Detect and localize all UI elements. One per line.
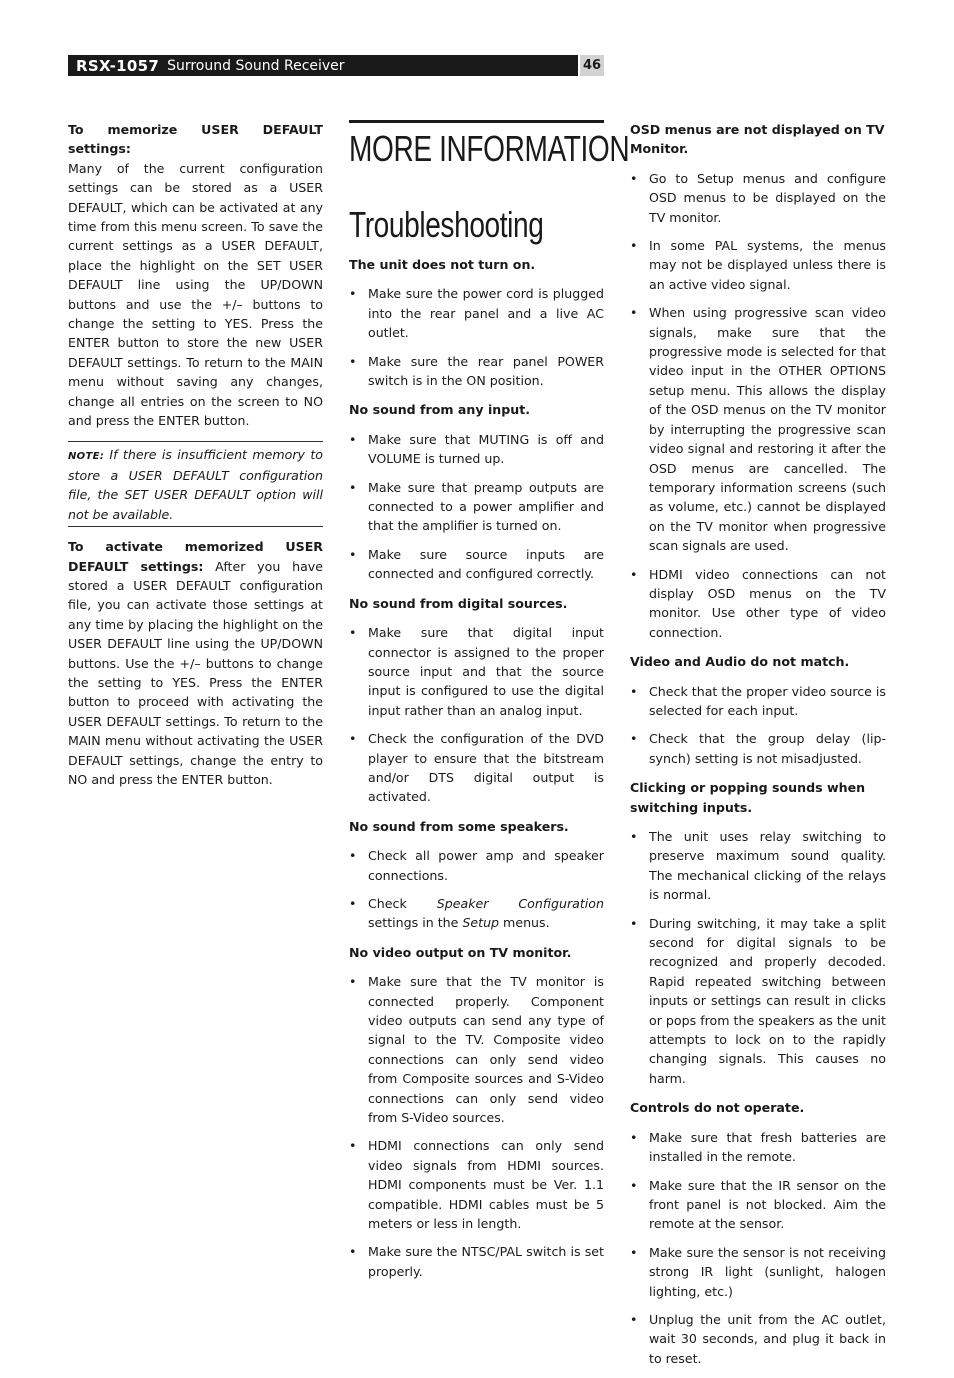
topic-title: OSD menus are not displayed on TV Monitor. <box>630 122 885 157</box>
topic-title: No video output on TV monitor. <box>349 944 572 960</box>
topic-list <box>630 682 886 769</box>
column-right <box>630 120 886 1378</box>
topic-list <box>349 972 604 1281</box>
list-item: • Make sure that digital input connector is assigned to the proper source input and that the source input is configured to use the digital input rather than an analog input. <box>349 623 604 720</box>
speaker-item-mid: settings in the <box>368 915 463 931</box>
speaker-item-pre: Check <box>368 895 437 911</box>
list-item: • Make sure the power cord is plugged into the rear panel and a live AC outlet. <box>349 284 604 342</box>
list-item: • Make sure the sensor is not receiving strong IR light (sunlight, halogen lighting, etc.) <box>630 1243 886 1301</box>
memorize-paragraph <box>68 120 323 431</box>
model-name: RSX-1057 <box>76 56 160 75</box>
topic-title: No sound from some speakers. <box>349 818 569 834</box>
list-item: • HDMI connections can only send video signals from HDMI sources. HDMI components must be Ver. 1.1 compatible. HDMI cables must be 5 meters or less in length. <box>349 1136 604 1233</box>
topic-list <box>630 1128 886 1368</box>
list-item: • Check the configuration of the DVD player to ensure that the bitstream and/or DTS digital output is activated. <box>349 729 604 807</box>
speaker-item-post: menus. <box>499 915 550 931</box>
topic-list <box>630 169 886 642</box>
troubleshooting-heading: Troubleshooting <box>349 204 544 245</box>
list-item: • Check all power amp and speaker connections. <box>349 846 604 885</box>
setup-term: Setup <box>462 915 500 931</box>
list-item: • During switching, it may take a split second for digital signals to be recognized and properly decoded. Rapid repeated switching between inputs or settings can result in clicks or pops from the speakers as the unit attempts to lock on to the rapidly changing signals. This causes no harm. <box>630 914 886 1089</box>
list-item: • Check that the proper video source is selected for each input. <box>630 682 886 721</box>
activate-text: After you have stored a USER DEFAULT configuration file, you can activate those settings at any time by placing the highlight on the USER DEFAULT line using the UP/DOWN buttons. Use the +/– buttons to change the setting to YES. Press the ENTER button to proceed with activating the USER DEFAULT settings. To return to the MAIN menu without activating the USER DEFAULT settings, change the entry to NO and press the ENTER button. <box>68 558 323 787</box>
list-item: • Make sure the rear panel POWER switch is in the ON position. <box>349 352 604 391</box>
topic-title: The unit does not turn on. <box>349 257 536 272</box>
list-item: • When using progressive scan video signals, make sure that the progressive mode is selected for that video input in the OTHER OPTIONS setup menu. This allows the display of the OSD menus on the TV monitor by interrupting the progressive scan video signal and restoring it after the OSD menus are cancelled. The temporary information screens (such as volume, etc.) cannot be displayed on the TV monitor when progressive scan signals are used. <box>630 303 886 555</box>
header-bar <box>68 55 578 76</box>
note-text: If there is insufficient memory to store a USER DEFAULT configuration file, the SET USER DEFAULT option will not be available. <box>68 446 323 522</box>
list-item: • Make sure that the IR sensor on the front panel is not blocked. Aim the remote at the sensor. <box>630 1176 886 1234</box>
activate-paragraph <box>68 537 323 789</box>
note-block <box>68 441 323 528</box>
page-number: 46 <box>580 55 604 76</box>
list-item: • Make sure that MUTING is off and VOLUME is turned up. <box>349 430 604 469</box>
list-item: • Make sure source inputs are connected and configured correctly. <box>349 545 604 584</box>
list-item: • In some PAL systems, the menus may not be displayed unless there is an active video signal. <box>630 236 886 294</box>
note-label: NOTE: <box>68 450 105 462</box>
topic-list <box>349 284 604 390</box>
more-information-heading: MORE INFORMATION <box>349 128 630 169</box>
memorize-title: To memorize USER DEFAULT settings: <box>68 122 323 157</box>
product-subtitle: Surround Sound Receiver <box>167 57 345 74</box>
list-item: • Make sure the NTSC/PAL switch is set properly. <box>349 1242 604 1281</box>
list-item: • Go to Setup menus and configure OSD menus to be displayed on the TV monitor. <box>630 169 886 227</box>
list-item: • Make sure that the TV monitor is connected properly. Component video outputs can send any type of signal to the TV. Composite video connections can only send video from Composite sources and S-Video connections can only send video from S-Video sources. <box>349 972 604 1127</box>
list-item: • The unit uses relay switching to preserve maximum sound quality. The mechanical clicking of the relays is normal. <box>630 827 886 905</box>
topic-list <box>630 827 886 1088</box>
topic-list <box>349 623 604 807</box>
list-item: • Check that the group delay (lip-synch) setting is not misadjusted. <box>630 729 886 768</box>
column-left <box>68 120 323 799</box>
list-item: • Make sure that fresh batteries are installed in the remote. <box>630 1128 886 1167</box>
topic-list <box>349 430 604 584</box>
topic-title: No sound from digital sources. <box>349 595 568 611</box>
column-middle <box>349 120 630 1291</box>
topic-title: Clicking or popping sounds when switching inputs. <box>630 780 866 815</box>
list-item: • HDMI video connections can not display OSD menus on the TV monitor. Use other type of video connection. <box>630 565 886 643</box>
memorize-text: Many of the current configuration settings can be stored as a USER DEFAULT, which can be activated at any time from this menu screen. To save the current settings as a USER DEFAULT, place the highlight on the SET USER DEFAULT line using the UP/DOWN buttons and use the +/– buttons to change the setting to YES. Press the ENTER button to store the new USER DEFAULT settings. To return to the MAIN menu without saving any changes, change all entries on the screen to NO and press the ENTER button. <box>68 160 323 429</box>
topic-list <box>349 846 604 933</box>
speaker-config-term: Speaker Configuration <box>436 895 604 911</box>
list-item: • Make sure that preamp outputs are connected to a power amplifier and that the amplifier is turned on. <box>349 478 604 536</box>
section-rule <box>349 120 604 123</box>
list-item: • Unplug the unit from the AC outlet, wait 30 seconds, and plug it back in to reset. <box>630 1310 886 1368</box>
activate-title: To activate memorized USER DEFAULT settings: <box>68 539 323 574</box>
topic-title: Video and Audio do not match. <box>630 654 850 670</box>
topic-title: No sound from any input. <box>349 402 531 418</box>
topic-title: Controls do not operate. <box>630 1100 805 1116</box>
list-item <box>349 894 604 933</box>
